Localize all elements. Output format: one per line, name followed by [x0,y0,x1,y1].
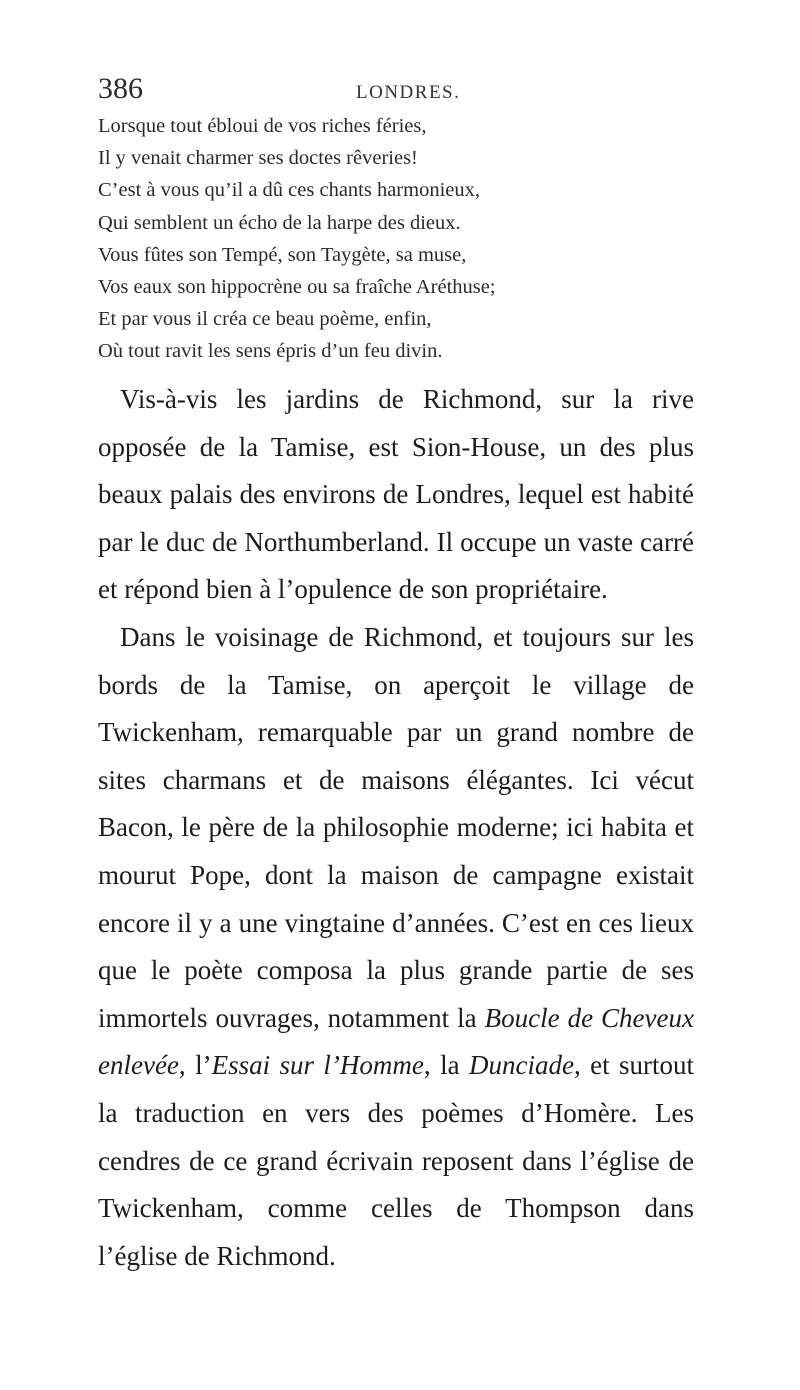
separator-text: , l’ [178,1050,212,1081]
paragraph-text: , et surtout la traduction en vers des poèmes d’Homère. Les cendres de ce grand écrivain reposent dans l’église de Twickenham, comme celles de Thompson dans l’église de Richmond. [98,1050,694,1271]
poem-line: Lorsque tout ébloui de vos riches féries, [98,115,427,137]
page-header [98,72,688,112]
paragraph-twickenham [98,614,694,1280]
page-number: 386 [98,72,143,105]
poem-line: Vos eaux son hippocrène ou sa fraîche Aréthuse; [98,276,496,299]
poem-line: Qui semblent un écho de la harpe des dieux. [98,211,461,234]
poem-line: Où tout ravit les sens épris d’un feu divin. [98,340,443,363]
running-head: LONDRES. [356,82,461,103]
poem-line: C’est à vous qu’il a dû ces chants harmonieux, [98,179,481,202]
title-essai-sur-homme: Essai sur l’Homme [211,1050,424,1081]
paragraph-sion-house: Vis-à-vis les jardins de Richmond, sur la rive opposée de la Tamise, est Sion-House, un des plus beaux palais des environs de Londres, lequel est habité par le duc de Northumberland. Il occupe un vaste carré et répond bien à l’opulence de son propriétaire. [98,384,694,605]
poem-line: Il y venait charmer ses doctes rêveries! [98,147,418,170]
poem-line: Vous fûtes son Tempé, son Taygète, sa muse, [98,243,467,266]
poem-block [98,110,688,368]
poem-line: Et par vous il créa ce beau poème, enfin, [98,308,432,331]
title-dunciade: Dunciade [468,1050,574,1081]
separator-text: , la [423,1050,469,1081]
prose-block [98,376,694,1280]
title-boucle-de-cheveux: Boucle de Cheveux enlevée [98,1002,694,1081]
paragraph-text: Dans le voisinage de Richmond, et toujours sur les bords de la Tamise, on aperçoit le village de Twickenham, remarquable par un grand nombre de sites charmans et de maisons élégantes. Ici vécut Bacon, le père de la philosophie moderne; ici habita et mourut Pope, dont la maison de campagne existait encore il y a une vingtaine d’années. C’est en ces lieux que le poète composa la plus grande partie de ses immortels ouvrages, notamment la [98,621,694,1033]
